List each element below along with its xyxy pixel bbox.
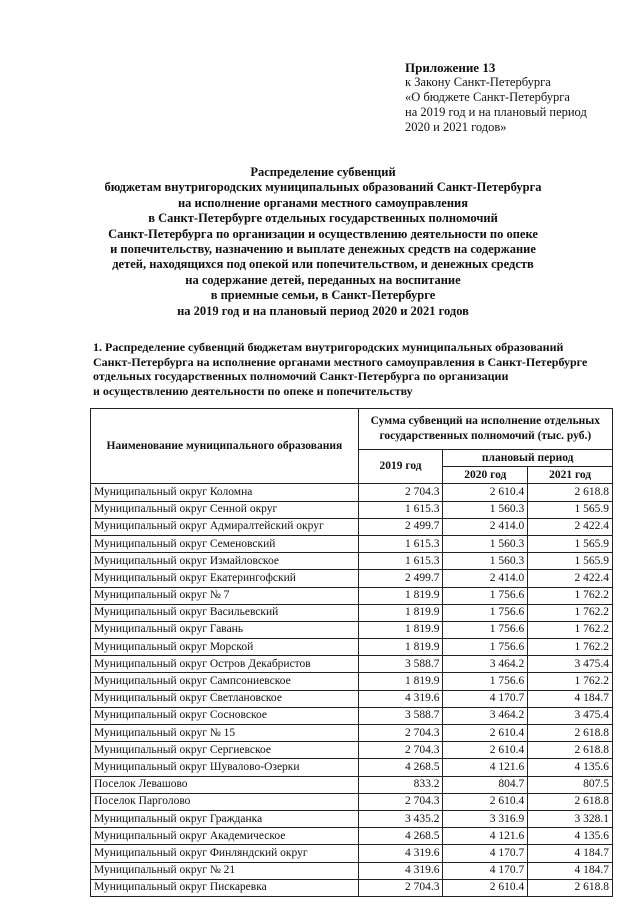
table-row (91, 742, 613, 759)
header-2021: 2021 год (528, 467, 613, 484)
cell-2021: 807.5 (528, 776, 613, 793)
subvention-table (90, 408, 613, 897)
section-heading (93, 340, 613, 398)
cell-municipality: Муниципальный округ Остров Декабристов (91, 656, 359, 673)
cell-2021: 3 328.1 (528, 810, 613, 827)
cell-2021: 4 135.6 (528, 759, 613, 776)
cell-2021: 1 565.9 (528, 501, 613, 518)
table-row (91, 828, 613, 845)
cell-municipality: Муниципальный округ Гавань (91, 621, 359, 638)
cell-2020: 1 756.6 (443, 639, 528, 656)
cell-2020: 2 610.4 (443, 725, 528, 742)
cell-2021: 1 762.2 (528, 587, 613, 604)
cell-2019: 833.2 (358, 776, 443, 793)
cell-municipality: Муниципальный округ Шувалово-Озерки (91, 759, 359, 776)
cell-2019: 4 268.5 (358, 759, 443, 776)
appendix-line: на 2019 год и на плановый период (405, 105, 587, 119)
cell-2021: 1 762.2 (528, 639, 613, 656)
appendix-heading: Приложение 13 (405, 60, 496, 75)
cell-2020: 1 756.6 (443, 673, 528, 690)
title-line: на исполнение органами местного самоуправления (177, 195, 468, 210)
cell-2021: 1 565.9 (528, 535, 613, 552)
cell-2020: 4 170.7 (443, 690, 528, 707)
cell-2019: 4 319.6 (358, 862, 443, 879)
cell-2020: 1 560.3 (443, 535, 528, 552)
header-2020: 2020 год (443, 467, 528, 484)
cell-2019: 2 704.3 (358, 879, 443, 896)
cell-municipality: Муниципальный округ Гражданка (91, 810, 359, 827)
cell-2021: 4 184.7 (528, 862, 613, 879)
table-row (91, 673, 613, 690)
cell-2019: 4 319.6 (358, 845, 443, 862)
cell-municipality: Муниципальный округ Коломна (91, 484, 359, 501)
cell-2019: 1 819.9 (358, 639, 443, 656)
cell-2019: 1 819.9 (358, 673, 443, 690)
cell-2021: 4 184.7 (528, 845, 613, 862)
cell-municipality: Муниципальный округ Светлановское (91, 690, 359, 707)
cell-2021: 2 618.8 (528, 484, 613, 501)
cell-municipality: Муниципальный округ Сергиевское (91, 742, 359, 759)
title-line: и попечительству, назначению и выплате денежных средств на содержание (110, 242, 536, 257)
cell-municipality: Муниципальный округ № 21 (91, 862, 359, 879)
cell-municipality: Муниципальный округ Финляндский округ (91, 845, 359, 862)
cell-municipality: Муниципальный округ Академическое (91, 828, 359, 845)
cell-2021: 3 475.4 (528, 656, 613, 673)
cell-2019: 1 819.9 (358, 621, 443, 638)
table-row (91, 879, 613, 896)
cell-2019: 3 588.7 (358, 707, 443, 724)
section-line: 1. Распределение субвенций бюджетам внутригородских муниципальных образований (93, 340, 564, 354)
cell-municipality: Муниципальный округ Екатерингофский (91, 570, 359, 587)
table-row (91, 690, 613, 707)
cell-2019: 2 499.7 (358, 570, 443, 587)
cell-2019: 2 704.3 (358, 742, 443, 759)
cell-municipality: Муниципальный округ Измайловское (91, 553, 359, 570)
cell-2019: 1 615.3 (358, 501, 443, 518)
cell-2019: 1 615.3 (358, 535, 443, 552)
table-row (91, 793, 613, 810)
cell-2019: 2 704.3 (358, 484, 443, 501)
cell-2020: 804.7 (443, 776, 528, 793)
table-row (91, 570, 613, 587)
cell-2021: 2 618.8 (528, 793, 613, 810)
cell-municipality: Муниципальный округ Сенной округ (91, 501, 359, 518)
cell-2020: 3 316.9 (443, 810, 528, 827)
cell-2021: 1 762.2 (528, 621, 613, 638)
cell-2021: 4 135.6 (528, 828, 613, 845)
cell-2019: 2 704.3 (358, 793, 443, 810)
cell-2020: 2 610.4 (443, 742, 528, 759)
cell-2020: 1 560.3 (443, 553, 528, 570)
cell-2020: 3 464.2 (443, 656, 528, 673)
title-line: Распределение субвенций (250, 165, 396, 179)
appendix-line: 2020 и 2021 годов» (405, 120, 507, 134)
cell-municipality: Муниципальный округ Морской (91, 639, 359, 656)
title-line: в Санкт-Петербурге отдельных государственных полномочий (148, 211, 498, 226)
cell-2021: 2 422.4 (528, 570, 613, 587)
table-row (91, 639, 613, 656)
title-line: детей, находящихся под опекой или попечительством, и денежных средств (112, 257, 534, 272)
cell-2020: 4 170.7 (443, 845, 528, 862)
appendix-block (405, 60, 625, 135)
cell-2020: 1 756.6 (443, 587, 528, 604)
cell-2019: 3 588.7 (358, 656, 443, 673)
cell-2020: 1 560.3 (443, 501, 528, 518)
cell-2019: 2 704.3 (358, 725, 443, 742)
cell-2021: 2 422.4 (528, 518, 613, 535)
appendix-line: «О бюджете Санкт-Петербурга (405, 90, 570, 104)
appendix-line: к Закону Санкт-Петербурга (405, 75, 551, 89)
table-row (91, 604, 613, 621)
cell-2020: 3 464.2 (443, 707, 528, 724)
header-sum: Сумма субвенций на исполнение отдельных государственных полномочий (тыс. руб.) (358, 409, 612, 450)
cell-2020: 4 121.6 (443, 759, 528, 776)
cell-2021: 1 565.9 (528, 553, 613, 570)
cell-2021: 2 618.8 (528, 879, 613, 896)
cell-2019: 4 268.5 (358, 828, 443, 845)
cell-2020: 2 610.4 (443, 484, 528, 501)
title-line: на содержание детей, переданных на воспитание (185, 272, 461, 287)
section-line: и осуществлению деятельности по опеке и попечительству (93, 383, 413, 398)
cell-municipality: Муниципальный округ Сосновское (91, 707, 359, 724)
table-row (91, 725, 613, 742)
table-row (91, 776, 613, 793)
table-row (91, 621, 613, 638)
cell-municipality: Муниципальный округ Пискаревка (91, 879, 359, 896)
cell-2021: 3 475.4 (528, 707, 613, 724)
cell-2020: 2 610.4 (443, 879, 528, 896)
title-line: бюджетам внутригородских муниципальных образований Санкт-Петербурга (104, 180, 542, 195)
title-line: в приемные семьи, в Санкт-Петербурге (210, 288, 436, 303)
header-planned: плановый период (443, 450, 613, 467)
table-row (91, 707, 613, 724)
cell-2019: 1 615.3 (358, 553, 443, 570)
cell-municipality: Муниципальный округ № 7 (91, 587, 359, 604)
table-row (91, 862, 613, 879)
cell-2021: 1 762.2 (528, 673, 613, 690)
header-municipality: Наименование муниципального образования (91, 409, 359, 484)
header-2019: 2019 год (358, 450, 443, 484)
table-row (91, 553, 613, 570)
table-row (91, 587, 613, 604)
cell-2020: 4 121.6 (443, 828, 528, 845)
cell-2020: 2 414.0 (443, 570, 528, 587)
table-row (91, 518, 613, 535)
cell-2020: 1 756.6 (443, 604, 528, 621)
cell-municipality: Муниципальный округ № 15 (91, 725, 359, 742)
table-row (91, 810, 613, 827)
table-row (91, 845, 613, 862)
cell-2019: 4 319.6 (358, 690, 443, 707)
table-row (91, 759, 613, 776)
cell-municipality: Поселок Парголово (91, 793, 359, 810)
cell-municipality: Поселок Левашово (91, 776, 359, 793)
cell-2020: 2 414.0 (443, 518, 528, 535)
cell-municipality: Муниципальный округ Семеновский (91, 535, 359, 552)
section-line: отдельных государственных полномочий Санкт-Петербурга по организации (93, 369, 509, 383)
cell-2019: 2 499.7 (358, 518, 443, 535)
cell-2020: 4 170.7 (443, 862, 528, 879)
cell-2021: 2 618.8 (528, 742, 613, 759)
table-row (91, 656, 613, 673)
table-row (91, 535, 613, 552)
cell-2021: 1 762.2 (528, 604, 613, 621)
cell-2021: 2 618.8 (528, 725, 613, 742)
cell-2020: 2 610.4 (443, 793, 528, 810)
cell-municipality: Муниципальный округ Адмиралтейский округ (91, 518, 359, 535)
table-body (91, 484, 613, 897)
title-line: Санкт-Петербурга по организации и осуществлению деятельности по опеке (108, 226, 538, 241)
section-line: Санкт-Петербурга на исполнение органами местного самоуправления в Санкт-Петербурге (93, 354, 588, 369)
table-row (91, 484, 613, 501)
cell-2019: 3 435.2 (358, 810, 443, 827)
cell-municipality: Муниципальный округ Сампсониевское (91, 673, 359, 690)
document-title (88, 165, 558, 319)
table-row (91, 501, 613, 518)
title-line: на 2019 год и на плановый период 2020 и 2021 годов (177, 303, 469, 318)
cell-2019: 1 819.9 (358, 604, 443, 621)
cell-municipality: Муниципальный округ Васильевский (91, 604, 359, 621)
cell-2019: 1 819.9 (358, 587, 443, 604)
cell-2021: 4 184.7 (528, 690, 613, 707)
cell-2020: 1 756.6 (443, 621, 528, 638)
